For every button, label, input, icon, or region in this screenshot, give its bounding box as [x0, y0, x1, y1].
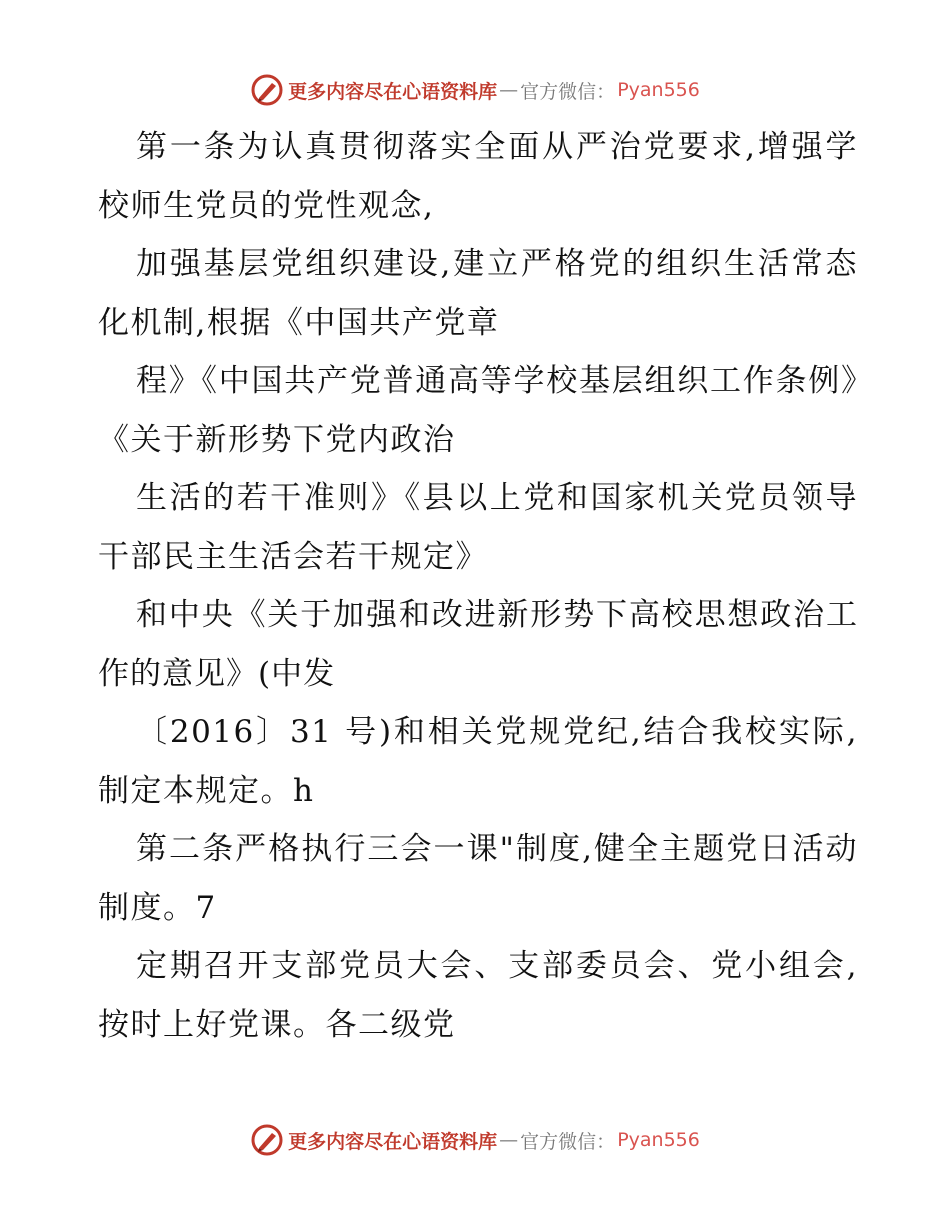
header-banner-id: Pyan556	[617, 79, 700, 101]
paragraph-2: 加强基层党组织建设,建立严格党的组织生活常态化机制,根据《中国共产党章	[98, 246, 858, 341]
pen-logo-icon	[250, 1123, 284, 1157]
paragraph-5: 和中央《关于加强和改进新形势下高校思想政治工作的意见》(中发	[98, 597, 858, 692]
paragraph-4: 生活的若干准则》《县以上党和国家机关党员领导干部民主生活会若干规定》	[98, 480, 858, 575]
footer-banner-id: Pyan556	[617, 1129, 700, 1151]
document-body	[98, 118, 858, 1054]
header-banner-dash: —	[499, 79, 519, 101]
header-banner-label: 官方微信：	[520, 80, 616, 103]
header-banner-prefix: 更多内容尽在心语资料库	[288, 80, 498, 103]
footer-banner-prefix: 更多内容尽在心语资料库	[288, 1130, 498, 1153]
paragraph-8: 定期召开支部党员大会、支部委员会、党小组会,按时上好党课。各二级党	[98, 948, 858, 1043]
footer-banner-label: 官方微信：	[520, 1130, 616, 1153]
paragraph-6: 〔2016〕31 号)和相关党规党纪,结合我校实际,制定本规定。h	[98, 714, 858, 809]
footer-banner-dash: —	[499, 1129, 519, 1151]
paragraph-7: 第二条严格执行三会一课"制度,健全主题党日活动制度。7	[98, 831, 858, 926]
footer-banner	[0, 1120, 950, 1160]
header-banner	[0, 70, 950, 110]
paragraph-1: 第一条为认真贯彻落实全面从严治党要求,增强学校师生党员的党性观念,	[98, 129, 858, 224]
paragraph-3: 程》《中国共产党普通高等学校基层组织工作条例》《关于新形势下党内政治	[98, 363, 858, 458]
pen-logo-icon	[250, 73, 284, 107]
